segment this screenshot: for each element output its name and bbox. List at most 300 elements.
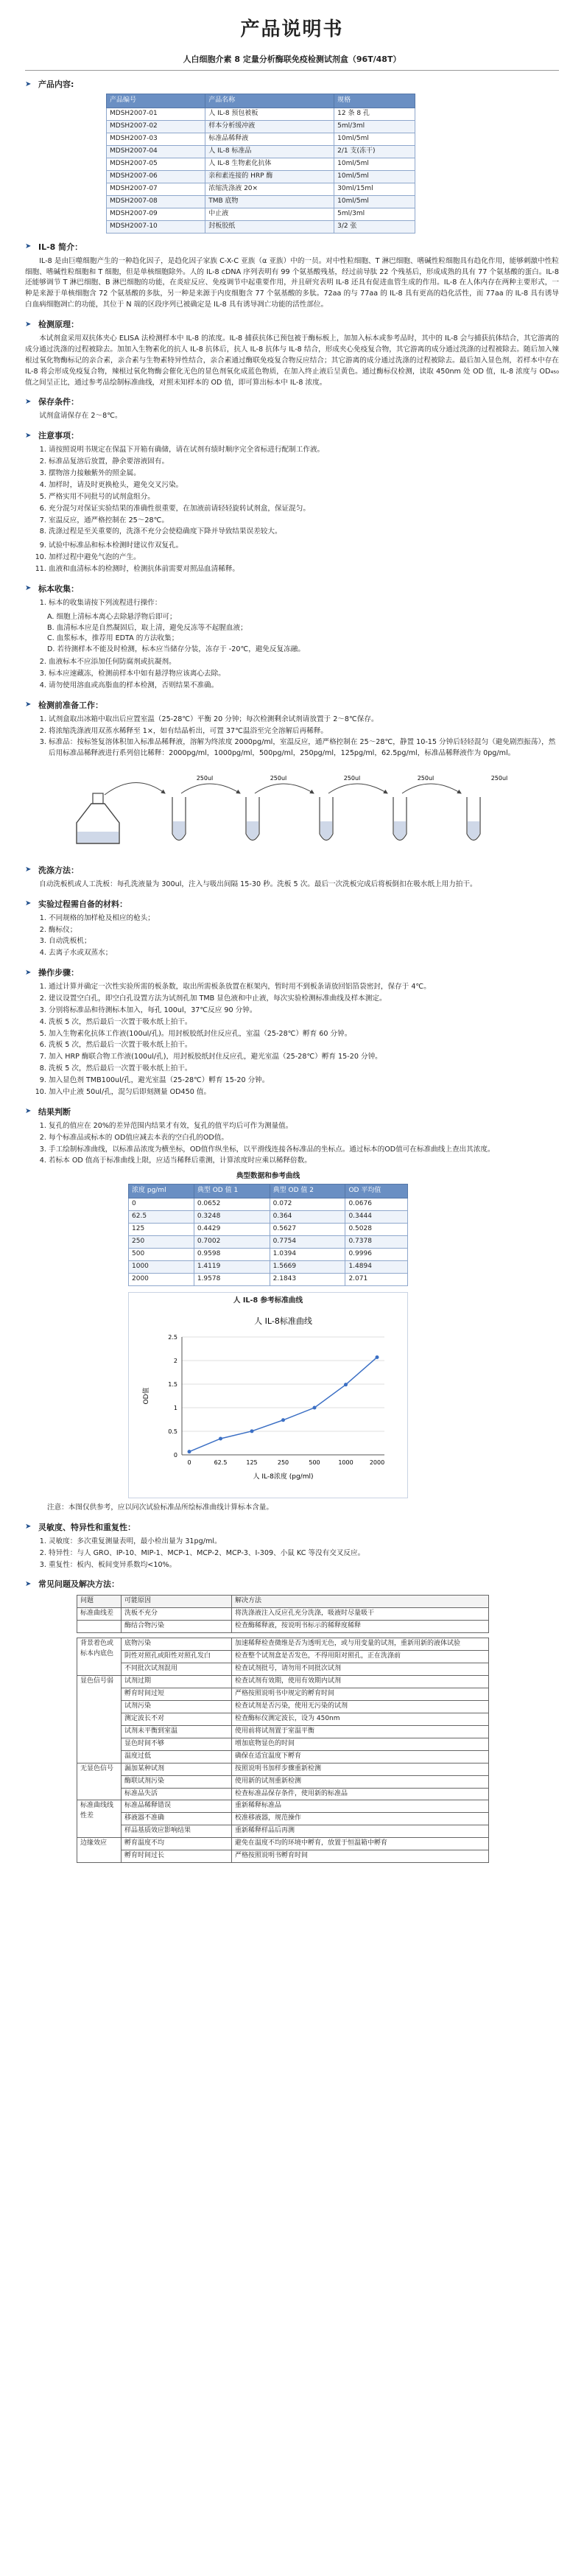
list-item: 9. 加入显色剂 TMB100ul/孔，避光室温（25-28℃）孵育 15-20 分钟。 bbox=[49, 1075, 559, 1087]
cause-cell: 孵育温度不均 bbox=[122, 1838, 232, 1850]
cause-cell: 孵育时间过短 bbox=[122, 1688, 232, 1701]
table-row bbox=[129, 1198, 408, 1211]
test-tube-icon bbox=[172, 797, 186, 840]
list-item: 5. 加入生物素化抗体工作液(100ul/孔)。用封板胶纸封住反应孔，室温（25-28℃）孵育 60 分钟。 bbox=[49, 1029, 559, 1040]
y-tick-label: 2 bbox=[173, 1358, 177, 1365]
y-tick-label: 1 bbox=[173, 1405, 177, 1412]
arrow-bullet-icon: ➤ bbox=[25, 584, 32, 593]
sample-lines bbox=[25, 612, 559, 656]
table-row bbox=[107, 195, 415, 208]
section-intro bbox=[25, 241, 559, 253]
x-tick-label: 0 bbox=[187, 1459, 191, 1467]
list-item: 10. 加样过程中避免气泡的产生。 bbox=[49, 552, 559, 564]
table-cell: 12 条 8 孔 bbox=[334, 108, 415, 121]
table-cell: MDSH2007-05 bbox=[107, 158, 205, 171]
table-header-cell: 产品编号 bbox=[107, 94, 205, 108]
table-cell bbox=[77, 1621, 122, 1633]
table-header-cell: 浓度 pg/ml bbox=[129, 1185, 194, 1198]
test-tube-icon bbox=[393, 797, 407, 840]
fix-cell: 增加底物显色的时间 bbox=[232, 1738, 489, 1750]
x-tick-label: 62.5 bbox=[214, 1459, 228, 1467]
section-title: 检测原理： bbox=[38, 320, 79, 330]
list-item: 2. 酶标仪； bbox=[49, 925, 559, 936]
table-cell: 1000 bbox=[129, 1260, 194, 1273]
cause-cell: 标准品失活 bbox=[122, 1788, 232, 1800]
table-cell: 0.0652 bbox=[194, 1198, 270, 1211]
section-title: 检测前准备工作： bbox=[38, 700, 103, 710]
list-item: 4. 请勿使用溶血或高脂血的样本检测，否则结果不准确。 bbox=[49, 681, 559, 692]
table-row bbox=[77, 1838, 489, 1850]
table-header-cell: 典型 OD 值 2 bbox=[270, 1185, 345, 1198]
section-title: 标本收集： bbox=[38, 583, 79, 594]
table-row bbox=[129, 1273, 408, 1285]
list-item: 1. 请按照说明书规定在保温下开箱有确储，请在试剂有绩时顺序完全省标进行配制工作液。 bbox=[49, 445, 559, 456]
table-cell: 0 bbox=[129, 1198, 194, 1211]
list-item: 6. 洗板 5 次，然后最后一次置于吸水纸上拍干。 bbox=[49, 1040, 559, 1051]
section-sample bbox=[25, 583, 559, 595]
cause-cell: 显色时间不够 bbox=[122, 1738, 232, 1750]
fix-cell: 检查酶标仪测定波长，设为 450nm bbox=[232, 1713, 489, 1725]
data-point bbox=[281, 1419, 285, 1422]
table-cell: MDSH2007-07 bbox=[107, 183, 205, 195]
fix-cell: 检查试剂有效期，使用有效期内试剂 bbox=[232, 1676, 489, 1688]
section-self bbox=[25, 898, 559, 910]
table-cell: 10ml/5ml bbox=[334, 133, 415, 146]
transfer-volume-label: 250ul bbox=[343, 775, 361, 782]
list-item: 1. 标本的收集请按下列流程进行操作： bbox=[49, 598, 559, 609]
table-header-cell: 规格 bbox=[334, 94, 415, 108]
section-title: 注意事项： bbox=[38, 431, 79, 441]
transfer-volume-label: 250ul bbox=[490, 775, 508, 782]
list-item: 2. 每个标准品或标本的 OD值应减去本表的空白孔的OD值。 bbox=[49, 1133, 559, 1144]
divider bbox=[25, 70, 559, 71]
table-cell: 1.4119 bbox=[194, 1260, 270, 1273]
steps-list bbox=[25, 982, 559, 1098]
document-title: 产品说明书 bbox=[240, 18, 344, 41]
cause-cell: 漏加某种试剂 bbox=[122, 1763, 232, 1775]
data-point bbox=[344, 1383, 348, 1387]
table-row bbox=[77, 1621, 489, 1633]
list-item: 1. 不同规格的加样枪及相应的枪头； bbox=[49, 913, 559, 924]
table-cell: 样本分析缓冲液 bbox=[205, 121, 334, 133]
y-tick-label: 0.5 bbox=[168, 1428, 177, 1436]
transfer-arrow bbox=[402, 784, 461, 793]
section-faq bbox=[25, 1578, 559, 1590]
data-point bbox=[188, 1450, 191, 1454]
spec-list bbox=[25, 1537, 559, 1571]
section-principle bbox=[25, 318, 559, 331]
fix-cell: 校准移液器，规范操作 bbox=[232, 1813, 489, 1825]
document-subtitle: 人白细胞介素 8 定量分析酶联免疫检测试剂盒（96T/48T） bbox=[183, 55, 401, 65]
stock-bottle-icon bbox=[77, 793, 119, 843]
table-cell: 中止液 bbox=[205, 208, 334, 220]
cause-cell: 不同批次试剂混用 bbox=[122, 1663, 232, 1676]
list-item: 5. 严格实用不同批号的试剂盒组分。 bbox=[49, 492, 559, 503]
table-cell: MDSH2007-08 bbox=[107, 195, 205, 208]
table-header-cell: 产品名称 bbox=[205, 94, 334, 108]
table-row bbox=[77, 1688, 489, 1701]
sample-line: D. 若待测样本不能及时检测，标本应当储存分装，冻存于 -20℃，避免反复冻融。 bbox=[47, 645, 305, 654]
table-cell: 2.071 bbox=[345, 1273, 408, 1285]
transfer-arrow bbox=[255, 784, 314, 793]
fix-cell: 检查标准品保存条件，使用新的标准品 bbox=[232, 1788, 489, 1800]
table-header-cell: 问题 bbox=[77, 1596, 122, 1608]
table-row bbox=[107, 146, 415, 158]
list-item: 7. 加入 HRP 酶联合物工作液(100ul/孔)，用封板胶纸封住反应孔，避光室温（25-28℃）孵育 15-20 分钟。 bbox=[49, 1052, 559, 1063]
notes-list-extra bbox=[25, 541, 559, 575]
self-list bbox=[25, 913, 559, 959]
table-row bbox=[107, 220, 415, 233]
table-row bbox=[129, 1235, 408, 1248]
list-item: 3. 摆物溶力接触紫外的照金属。 bbox=[49, 468, 559, 480]
fix-cell: 按照说明书加样步骤重新检测 bbox=[232, 1763, 489, 1775]
faq-table-top bbox=[77, 1595, 489, 1633]
x-axis-label: 人 IL-8浓度 (pg/ml) bbox=[253, 1473, 314, 1481]
table-cell: 3/2 张 bbox=[334, 220, 415, 233]
table-row bbox=[77, 1750, 489, 1763]
list-item: 1. 灵敏度：多次重复测量表明，最小检出量为 31pg/ml。 bbox=[49, 1537, 559, 1548]
list-item: 1. 通过计算并确定一次性实验所需的板条数，取出所需板条放置在框架内，暂时用不到板条请放回铝箔袋密封，保存于 4℃。 bbox=[49, 982, 559, 993]
cause-cell: 底物污染 bbox=[122, 1638, 232, 1651]
section-title: 产品内容: bbox=[38, 80, 74, 90]
list-item: 3. 分别将标准品和待测标本加入，每孔 100ul，37℃反应 90 分钟。 bbox=[49, 1006, 559, 1017]
chart-title: 人 IL-8标准曲线 bbox=[254, 1316, 312, 1327]
table-cell: 0.5028 bbox=[345, 1223, 408, 1235]
table-row bbox=[107, 171, 415, 183]
table-cell: 标准曲线差 bbox=[77, 1608, 122, 1621]
table-cell: 人 IL-8 标准品 bbox=[205, 146, 334, 158]
arrow-bullet-icon: ➤ bbox=[25, 431, 32, 440]
list-item: 10. 加入中止液 50ul/孔，混匀后即刻测量 OD450 值。 bbox=[49, 1087, 559, 1098]
cause-cell: 试剂未平衡到室温 bbox=[122, 1725, 232, 1738]
fix-cell: 检查试剂批号，请勿用不同批次试剂 bbox=[232, 1663, 489, 1676]
table-cell: 125 bbox=[129, 1223, 194, 1235]
table-cell: 封板胶纸 bbox=[205, 220, 334, 233]
table-cell: 0.7002 bbox=[194, 1235, 270, 1248]
table-row bbox=[107, 183, 415, 195]
table-cell: 2/1 支(冻干) bbox=[334, 146, 415, 158]
transfer-volume-label: 250ul bbox=[270, 775, 287, 782]
table-row bbox=[77, 1788, 489, 1800]
section-title: 洗涤方法： bbox=[38, 865, 79, 875]
table-cell: 2000 bbox=[129, 1273, 194, 1285]
table-row bbox=[77, 1651, 489, 1663]
list-item: 7. 室温反应，通严格控制在 25～28℃。 bbox=[49, 516, 559, 527]
transfer-volume-label: 250ul bbox=[196, 775, 214, 782]
y-tick-label: 1.5 bbox=[168, 1381, 177, 1389]
table-cell: 0.3444 bbox=[345, 1210, 408, 1223]
section-prep bbox=[25, 699, 559, 712]
list-item: 3. 标本应速藏冻，检测前样本中如有悬浮物应该离心去除。 bbox=[49, 669, 559, 680]
sample-list bbox=[25, 657, 559, 692]
section-storage bbox=[25, 396, 559, 408]
table-row bbox=[77, 1725, 489, 1738]
section-wash bbox=[25, 864, 559, 877]
section-notes bbox=[25, 429, 559, 442]
table-row bbox=[107, 158, 415, 171]
arrow-bullet-icon: ➤ bbox=[25, 866, 32, 874]
y-axis-label: OD值 bbox=[143, 1387, 150, 1405]
list-item: 2. 将浓缩洗涤液用双蒸水稀释至 1×，如有结晶析出，可置 37℃温浴至完全溶解后再稀释。 bbox=[49, 726, 559, 737]
x-tick-label: 2000 bbox=[369, 1459, 385, 1467]
arrow-bullet-icon: ➤ bbox=[25, 1579, 32, 1588]
arrow-bullet-icon: ➤ bbox=[25, 320, 32, 329]
table-cell: MDSH2007-04 bbox=[107, 146, 205, 158]
sample-line: C. 血浆标本，推荐用 EDTA 的方法收集； bbox=[47, 634, 179, 643]
x-tick-label: 500 bbox=[309, 1459, 320, 1467]
problem-group-cell: 背景着色或标本内底色 bbox=[77, 1638, 122, 1676]
arrow-bullet-icon: ➤ bbox=[25, 899, 32, 908]
y-tick-label: 0 bbox=[173, 1452, 177, 1459]
fix-cell: 避免在温度不均的环境中孵育，放置于恒温箱中孵育 bbox=[232, 1838, 489, 1850]
table-row bbox=[77, 1825, 489, 1838]
chart-svg bbox=[130, 1308, 406, 1492]
table-cell: 人 IL-8 生物素化抗体 bbox=[205, 158, 334, 171]
contents-table bbox=[106, 94, 415, 233]
x-tick-label: 125 bbox=[246, 1459, 258, 1467]
arrow-bullet-icon: ➤ bbox=[25, 242, 32, 251]
principle-paragraph: 本试剂盒采用双抗体夹心 ELISA 法检测样本中 IL-8 的浓度。IL-8 捕获抗体已预包被于酶标板上，加加入标本或参考品时，其中的 IL-8 会与捕获抗体结合，其它游离的成分通过洗涤的过程被除去。加加入生物素化的抗人 IL-8 抗体后，抗人 IL-8 抗体与 IL-8 结合，形成夹心免疫复合物，其它游离的成分通过洗涤的过程被除去。随后加入辣根过氧化物酶标记的亲合素，亲合素与生物素特异性结合，亲合素通过酶联免疫复合物反应结合；其它游离的成分通过洗涤的过程被除去。最后加入显色剂，若样本中存在 IL-8 将会形成免疫复合物，辣根过氧化物酶会催化无色的显色剂氧化成蓝色物质，在加入终止液后呈黄色。通过酶标仪检测，读取 450nm 处 OD 值，IL-8 浓度与 OD₄₅₀ 值之间呈正比，通过参考品绘制标准曲线，对照未知样本的 OD 值，即可算出标本中 IL-8 浓度。 bbox=[25, 334, 559, 387]
section-title: 实验过程需自备的材料： bbox=[38, 899, 127, 909]
list-item: 3. 重复性：板内、板间变异系数均<10%。 bbox=[49, 1560, 559, 1571]
table-header-cell: 解决方法 bbox=[232, 1596, 489, 1608]
chart-outer-title: 人 IL-8 参考标准曲线 bbox=[233, 1296, 303, 1305]
section-contents bbox=[25, 78, 559, 91]
cause-cell: 试剂过期 bbox=[122, 1676, 232, 1688]
faq-table-bottom bbox=[77, 1638, 489, 1863]
cause-cell: 阴性对照孔或阳性对照孔发白 bbox=[122, 1651, 232, 1663]
table-cell: 检查酶稀释液，按说明书标示的稀释度稀释 bbox=[232, 1621, 489, 1633]
table-cell: 亲和素连接的 HRP 酶 bbox=[205, 171, 334, 183]
arrow-bullet-icon: ➤ bbox=[25, 701, 32, 709]
cause-cell: 样品基质效应影响结果 bbox=[122, 1825, 232, 1838]
problem-group-cell: 标准曲线线性差 bbox=[77, 1800, 122, 1838]
table-cell: 0.072 bbox=[270, 1198, 345, 1211]
chart-note: 注意：本图仅供参考，应以同次试验标准品所绘标准曲线计算标本含量。 bbox=[47, 1503, 273, 1512]
table-cell: 0.4429 bbox=[194, 1223, 270, 1235]
cause-cell: 移液器不准确 bbox=[122, 1813, 232, 1825]
list-item: 1. 复孔的值应在 20%的差异范围内结果才有效，复孔的值平均后可作为测量值。 bbox=[49, 1121, 559, 1132]
table-cell: 浓缩洗涤液 20× bbox=[205, 183, 334, 195]
list-item: 2. 特异性：与人 GRO、IP-10、MIP-1、MCP-1、MCP-2、MCP-3、I-309、小鼠 KC 等没有交叉反应。 bbox=[49, 1548, 559, 1559]
table-cell: MDSH2007-09 bbox=[107, 208, 205, 220]
table-row bbox=[77, 1738, 489, 1750]
dilution-diagram-svg bbox=[25, 764, 559, 852]
sample-line: B. 血清标本应是自然凝固后，取上清，避免反冻等不起腥血液； bbox=[47, 623, 247, 632]
wash-paragraph: 自动洗板机或人工洗板：每孔洗液量为 300ul，注入与吸出间隔 15-30 秒。洗板 5 次。最后一次洗板完成后将板倒扣在吸水纸上用力拍干。 bbox=[39, 880, 477, 888]
table-row bbox=[77, 1763, 489, 1775]
table-row bbox=[107, 133, 415, 146]
transfer-arrow bbox=[181, 784, 240, 793]
test-tube-icon bbox=[320, 797, 333, 840]
table-cell: 0.0676 bbox=[345, 1198, 408, 1211]
list-item: 6. 充分混匀对保证实验结果的准确性很重要，在加液前请轻轻旋转试剂盒，保证混匀。 bbox=[49, 504, 559, 515]
table-row bbox=[77, 1813, 489, 1825]
table-cell: MDSH2007-10 bbox=[107, 220, 205, 233]
fix-cell: 检查试剂是否污染，使用无污染的试剂 bbox=[232, 1700, 489, 1713]
section-title: 常见问题及解决方法： bbox=[38, 1579, 119, 1590]
table-header-cell: 典型 OD 值 1 bbox=[194, 1185, 270, 1198]
table-cell: 1.9578 bbox=[194, 1273, 270, 1285]
problem-group-cell: 边缘效应 bbox=[77, 1838, 122, 1863]
table-cell: MDSH2007-01 bbox=[107, 108, 205, 121]
arrow-bullet-icon: ➤ bbox=[25, 1523, 32, 1531]
table-row bbox=[77, 1608, 489, 1621]
sample-intro-list bbox=[25, 598, 559, 609]
table-row bbox=[77, 1713, 489, 1725]
intro-paragraph: IL-8 是由巨噬细胞产生的一种趋化因子，是趋化因子家族 C-X-C 亚族（α 亚族）中的一员。对中性粒细胞、T 淋巴细胞、嗜碱性粒细胞具有趋化作用，能够刺激中性粒细胞、嗜碱性粒细胞和 T 细胞，但是单核细胞除外。人的 IL-8 cDNA 序列表明有 99 个氨基酸残基，经过前导肽 22 个残基后，形成成熟的具有 77 个氨基酸的蛋白。IL-8 还能够调节 T 淋巴细胞、B 淋巴细胞的功能，在炎症反应、免疫调节中起重要作用，并且研究表明 IL-8 还具有促进血管生成的作用。IL-8 在人体内存在两种主要形式，一种是来源于单核细胞含 72 个氨基酸的多肽，另一种是来源于内皮细胞含 77 个氨基酸的多肽。72aa 的与 77aa 的 IL-8 具有更高的趋化活性，而 77aa 的 IL-8 具有诱导白血病细胞凋亡的功能，其位于 N 端的区段序列已被确定是 IL-8 具有诱导凋亡功能的活性部位。 bbox=[25, 256, 559, 309]
series-line bbox=[189, 1358, 377, 1452]
table-cell: 10ml/5ml bbox=[334, 171, 415, 183]
data-point bbox=[219, 1437, 222, 1441]
table-cell: 250 bbox=[129, 1235, 194, 1248]
fix-cell: 重新稀释样品后再测 bbox=[232, 1825, 489, 1838]
list-item: 4. 若标本 OD 值高于标准曲线上限，应适当稀释后重测，计算浓度时应乘以稀释倍数。 bbox=[49, 1156, 559, 1167]
table-row bbox=[129, 1223, 408, 1235]
data-point bbox=[250, 1430, 254, 1433]
standard-curve-chart bbox=[128, 1292, 408, 1498]
arrow-bullet-icon: ➤ bbox=[25, 1107, 32, 1116]
table-cell: 2.1843 bbox=[270, 1273, 345, 1285]
table-row bbox=[77, 1676, 489, 1688]
table-row bbox=[77, 1663, 489, 1676]
prep-list bbox=[25, 715, 559, 759]
table-cell: TMB 底物 bbox=[205, 195, 334, 208]
list-item: 8. 洗板 5 次，然后最后一次置于吸水纸上拍干。 bbox=[49, 1064, 559, 1075]
table-cell: 1.0394 bbox=[270, 1248, 345, 1260]
fix-cell: 严格按照说明书孵育时间 bbox=[232, 1850, 489, 1863]
section-title: IL-8 简介： bbox=[38, 242, 83, 252]
standard-table-caption: 典型数据和参考曲线 bbox=[236, 1172, 300, 1181]
table-row bbox=[129, 1248, 408, 1260]
cause-cell: 温度过低 bbox=[122, 1750, 232, 1763]
list-item: 1. 试剂盒取出冰箱中取出后应置室温（25-28℃）平衡 20 分钟；每次检测剩余试剂请放置于 2～8℃保存。 bbox=[49, 715, 559, 726]
list-item: 8. 洗涤过程是至关重要的，洗涤不充分会使稳确度下降并导致结果误差较大。 bbox=[49, 527, 559, 538]
list-item: 4. 去离子水或双蒸水； bbox=[49, 948, 559, 959]
fix-cell: 重新稀释标准品 bbox=[232, 1800, 489, 1813]
problem-group-cell: 显色信号弱 bbox=[77, 1676, 122, 1763]
cause-cell: 测定波长不对 bbox=[122, 1713, 232, 1725]
arrow-bullet-icon: ➤ bbox=[25, 80, 32, 88]
section-steps bbox=[25, 966, 559, 979]
table-row bbox=[77, 1700, 489, 1713]
fix-cell: 严格按照说明书中规定的孵育时间 bbox=[232, 1688, 489, 1701]
table-row bbox=[107, 121, 415, 133]
table-cell: 30ml/15ml bbox=[334, 183, 415, 195]
table-cell: 0.5627 bbox=[270, 1223, 345, 1235]
arrow-bullet-icon: ➤ bbox=[25, 968, 32, 977]
fix-cell: 加速稀释检查微维是否为透明无色，或与用变量的试剂，重新用新的液体试验 bbox=[232, 1638, 489, 1651]
test-tube-icon bbox=[246, 797, 259, 840]
fix-cell: 确保在适宜温度下孵育 bbox=[232, 1750, 489, 1763]
cause-cell: 标准品稀释错误 bbox=[122, 1800, 232, 1813]
table-row bbox=[129, 1210, 408, 1223]
list-item: 2. 建议设置空白孔，即空白孔设置方法为试剂孔加 TMB 显色液和中止液，每次实验检测标准曲线及样本测定。 bbox=[49, 994, 559, 1005]
table-cell: 1.5669 bbox=[270, 1260, 345, 1273]
data-point bbox=[313, 1406, 317, 1410]
test-tube-icon bbox=[467, 797, 480, 840]
table-cell: 0.364 bbox=[270, 1210, 345, 1223]
table-row bbox=[77, 1800, 489, 1813]
table-cell: MDSH2007-02 bbox=[107, 121, 205, 133]
cause-cell: 孵育时间过长 bbox=[122, 1850, 232, 1863]
section-title: 操作步骤： bbox=[38, 968, 79, 978]
transfer-arrow bbox=[328, 784, 387, 793]
fix-cell: 使用新的试剂重新检测 bbox=[232, 1775, 489, 1788]
table-row bbox=[107, 108, 415, 121]
section-title: 保存条件： bbox=[38, 397, 79, 407]
table-cell: 10ml/5ml bbox=[334, 195, 415, 208]
result-list bbox=[25, 1121, 559, 1167]
list-item: 3. 自动洗板机； bbox=[49, 936, 559, 947]
fix-cell: 检查整个试剂盒是否发色，不得用阳对照孔，正在洗涤前 bbox=[232, 1651, 489, 1663]
list-item: 3. 手工绘制标准曲线，以标准品浓度为横坐标，OD值作纵坐标，以平滑线连接各标准品的坐标点。通过标本的OD值可在标准曲线上查出其浓度。 bbox=[49, 1145, 559, 1156]
table-row bbox=[77, 1775, 489, 1788]
table-cell: MDSH2007-03 bbox=[107, 133, 205, 146]
table-cell: 62.5 bbox=[129, 1210, 194, 1223]
y-tick-label: 2.5 bbox=[168, 1334, 177, 1341]
table-cell: 将洗涤液注入反应孔充分洗涤，吸液时尽量吸干 bbox=[232, 1608, 489, 1621]
table-cell: MDSH2007-06 bbox=[107, 171, 205, 183]
list-item: 9. 试验中标准品和标本检测时建议作双复孔。 bbox=[49, 541, 559, 552]
section-result bbox=[25, 1106, 559, 1118]
table-header-cell: OD 平均值 bbox=[345, 1185, 408, 1198]
list-item: 11. 血液和血清标本的检测时，检测抗体前需要对照品血清稀释。 bbox=[49, 564, 559, 575]
list-item: 4. 加样时，请及时更换枪头，避免交叉污染。 bbox=[49, 480, 559, 491]
transfer-volume-label: 250ul bbox=[417, 775, 435, 782]
standard-table bbox=[128, 1170, 408, 1285]
fix-cell: 使用前将试剂置于室温平衡 bbox=[232, 1725, 489, 1738]
dilution-diagram bbox=[25, 764, 559, 857]
list-item: 2. 血液标本不应添加任何防腐剂或抗凝剂。 bbox=[49, 657, 559, 668]
table-cell: 洗板不充分 bbox=[122, 1608, 232, 1621]
cause-cell: 酶联试剂污染 bbox=[122, 1775, 232, 1788]
table-row bbox=[107, 208, 415, 220]
list-item: 3. 标准品：按标签复溶体积加入标准品稀释液，溶解为终浓度 2000pg/ml，室温反应，通严格控制在 25～28℃，静置 10-15 分钟后轻轻混匀（避免剧烈振荡），然后用标准品稀释液进行系列倍比稀释：2000pg/ml，1000pg/ml，500pg/ml，250pg/ml，125pg/ml，62.5pg/ml，标准品稀释液作为 0pg/ml。 bbox=[49, 737, 559, 759]
table-cell: 0.9996 bbox=[345, 1248, 408, 1260]
section-spec bbox=[25, 1521, 559, 1534]
section-title: 灵敏度、特异性和重复性： bbox=[38, 1522, 136, 1532]
table-cell: 5ml/3ml bbox=[334, 208, 415, 220]
cause-cell: 试剂污染 bbox=[122, 1700, 232, 1713]
table-cell: 0.7378 bbox=[345, 1235, 408, 1248]
table-cell: 1.4894 bbox=[345, 1260, 408, 1273]
x-tick-label: 1000 bbox=[338, 1459, 353, 1467]
table-cell: 0.7754 bbox=[270, 1235, 345, 1248]
table-row bbox=[77, 1638, 489, 1651]
sample-line: A. 细胞上清标本离心去除悬浮物后即可； bbox=[47, 612, 177, 621]
table-header-cell: 可能原因 bbox=[122, 1596, 232, 1608]
notes-list bbox=[25, 445, 559, 538]
table-cell: 10ml/5ml bbox=[334, 158, 415, 171]
table-cell: 500 bbox=[129, 1248, 194, 1260]
arrow-bullet-icon: ➤ bbox=[25, 397, 32, 406]
table-row bbox=[129, 1260, 408, 1273]
table-cell: 0.3248 bbox=[194, 1210, 270, 1223]
table-cell: 0.9598 bbox=[194, 1248, 270, 1260]
data-point bbox=[376, 1355, 379, 1359]
table-cell: 酶结合物污染 bbox=[122, 1621, 232, 1633]
x-tick-label: 250 bbox=[277, 1459, 289, 1467]
section-title: 结果判断 bbox=[38, 1106, 71, 1117]
storage-paragraph: 试剂盒请保存在 2～8℃。 bbox=[39, 412, 122, 421]
table-cell: 人 IL-8 预包被板 bbox=[205, 108, 334, 121]
table-cell: 标准品稀释液 bbox=[205, 133, 334, 146]
list-item: 4. 洗板 5 次，然后最后一次置于吸水纸上拍干。 bbox=[49, 1017, 559, 1028]
table-cell: 5ml/3ml bbox=[334, 121, 415, 133]
table-row bbox=[77, 1850, 489, 1863]
problem-group-cell: 无显色信号 bbox=[77, 1763, 122, 1800]
